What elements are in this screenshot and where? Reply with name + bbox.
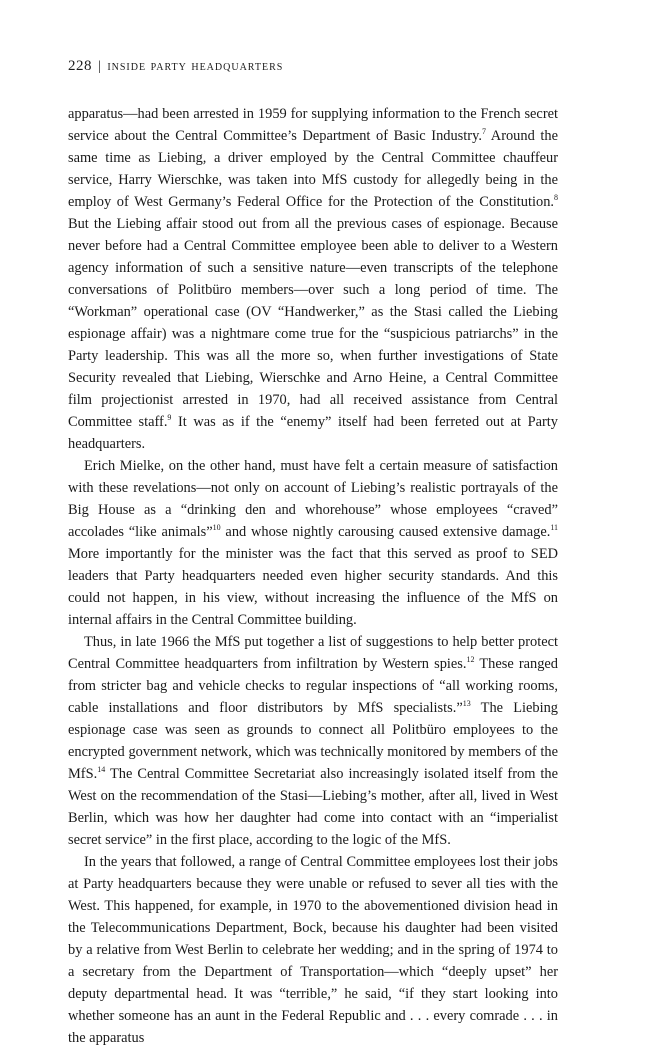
text-run: But the Liebing affair stood out from all the previous cases of espionage. Because never before had a Central Committee employee been able to deliver to a Western agency information of such a sensitive nature—even transcripts of the telephone conversations of Politbüro members—over such a long period of time. The “Workman” operational case (OV “Handwerker,” as the Stasi called the Liebing espionage affair) was a nightmare come true for the “suspicious patriarchs” in the Party leadership. This was all the more so, when further investigations of State Security revealed that Liebing, Wierschke and Arno Heine, a Central Committee film projectionist arrested in 1970, had all received assistance from Central Committee staff. [68,216,558,430]
text-run: It was as if the “enemy” itself had been ferreted out at Party headquarters. [68,414,558,452]
text-run: The Liebing espionage case was seen as grounds to connect all Politbüro employees to the encrypted government network, which was technically monitored by members of the MfS. [68,700,558,782]
text-run: Erich Mielke, on the other hand, must have felt a certain measure of satisfaction with these revelations—not only on account of Liebing’s realistic portrayals of the Big House as a “drinking den and whorehouse” whose employees “craved” accolades “like animals” [68,458,558,540]
book-page [68,58,558,1049]
text-run: More importantly for the minister was the fact that this served as proof to SED leaders that Party headquarters needed even higher security standards. And this could not happen, in his view, without increasing the influence of the MfS on internal affairs in the Central Committee building. [68,546,558,628]
paragraph [68,851,558,1049]
paragraph [68,631,558,851]
footnote-reference: 10 [212,523,221,532]
footnote-reference: 11 [550,523,559,532]
footnote-reference: 13 [462,699,471,708]
footnote-reference: 8 [554,193,558,202]
page-number: 228 [68,58,92,74]
footnote-reference: 9 [167,413,172,422]
text-run: apparatus—had been arrested in 1959 for supplying information to the French secret service about the Central Committee’s Department of Basic Industry. [68,106,558,144]
footnote-reference: 12 [466,655,475,664]
running-title: inside party headquarters [107,59,284,74]
header-separator: | [98,59,102,74]
text-run: Around the same time as Liebing, a driver employed by the Central Committee chauffeur service, Harry Wierschke, was taken into MfS custody for allegedly being in the employ of West Germany’s Federal Office for the Protection of the Constitution. [68,128,558,210]
text-run: Thus, in late 1966 the MfS put together a list of suggestions to help better protect Central Committee headquarters from infiltration by Western spies. [68,634,558,672]
footnote-reference: 7 [481,127,486,136]
footnote-reference: 14 [97,765,106,774]
text-run: The Central Committee Secretariat also increasingly isolated itself from the West on the recommendation of the Stasi—Liebing’s mother, after all, lived in West Berlin, which was how her daughter had come into contact with an “imperialist secret service” in the first place, according to the logic of the MfS. [68,766,558,848]
running-header [68,58,558,75]
text-run: These ranged from stricter bag and vehicle checks to regular inspections of “all working rooms, cable installations and floor distributors by MfS specialists.” [68,656,558,716]
text-run: In the years that followed, a range of Central Committee employees lost their jobs at Party headquarters because they were unable or refused to sever all ties with the West. This happened, for example, in 1970 to the abovementioned division head in the Telecommunications Department, Bock, because his daughter had been visited by a relative from West Berlin to celebrate her wedding; and in the spring of 1974 to a secretary from the Department of Transportation—which “deeply upset” her deputy departmental head. It was “terrible,” he said, “if they start looking into whether someone has an aunt in the Federal Republic and . . . every comrade . . . in the apparatus [68,854,558,1046]
body-text [68,103,558,1049]
paragraph [68,103,558,455]
text-run: and whose nightly carousing caused extensive damage. [220,524,551,540]
paragraph [68,455,558,631]
